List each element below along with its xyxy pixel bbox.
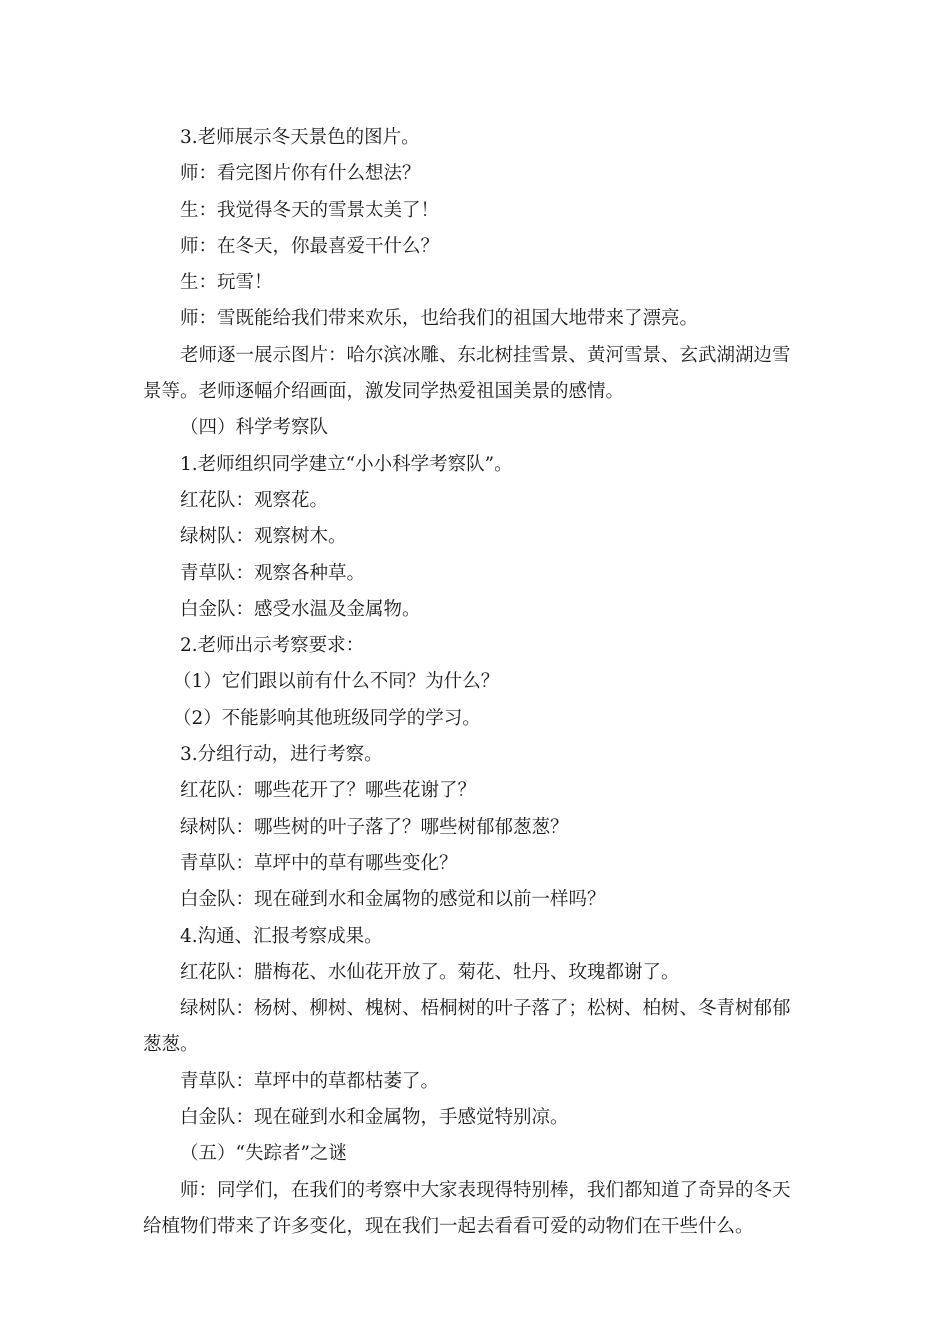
paragraph: 白金队：现在碰到水和金属物的感觉和以前一样吗？ [180,889,606,911]
paragraph: 3.分组行动，进行考察。 [180,744,383,766]
paragraph: 师：在冬天，你最喜爱干什么？ [180,235,440,257]
list-item: （1）它们跟以前有什么不同？为什么？ [173,671,500,693]
paragraph: 红花队：观察花。 [180,489,329,511]
paragraph: 师：雪既能给我们带来欢乐，也给我们的祖国大地带来了漂亮。 [180,308,699,330]
paragraph: 白金队：现在碰到水和金属物，手感觉特别凉。 [180,1107,569,1129]
paragraph: 绿树队：观察树木。 [180,526,347,548]
paragraph: 师：同学们，在我们的考察中大家表现得特别棒，我们都知道了奇异的冬天给植物们带来了许多变化，现在我们一起去看看可爱的动物们在干些什么。 [143,1179,791,1237]
document-body [143,120,808,1245]
paragraph: 生：玩雪！ [180,272,273,294]
list-item: （2）不能影响其他班级同学的学习。 [173,707,481,729]
section-heading: （五）“失踪者”之谜 [180,1143,347,1165]
paragraph: 青草队：草坪中的草都枯萎了。 [180,1070,440,1092]
paragraph: 绿树队：杨树、柳树、槐树、梧桐树的叶子落了；松树、柏树、冬青树郁郁葱葱。 [143,998,791,1056]
paragraph: 红花队：哪些花开了？哪些花谢了？ [180,780,477,802]
paragraph: 红花队：腊梅花、水仙花开放了。菊花、牡丹、玫瑰都谢了。 [180,961,680,983]
paragraph: 白金队：感受水温及金属物。 [180,598,421,620]
paragraph: 青草队：观察各种草。 [180,562,366,584]
paragraph: 1.老师组织同学建立“小小科学考察队”。 [180,453,513,475]
paragraph: 生：我觉得冬天的雪景太美了！ [180,199,440,221]
paragraph: 青草队：草坪中的草有哪些变化？ [180,852,458,874]
paragraph: 绿树队：哪些树的叶子落了？哪些树郁郁葱葱？ [180,816,569,838]
paragraph: 3.老师展示冬天景色的图片。 [180,127,420,148]
paragraph: 2.老师出示考察要求： [180,635,365,657]
paragraph: 师：看完图片你有什么想法？ [180,163,421,185]
paragraph: 4.沟通、汇报考察成果。 [180,925,383,947]
paragraph: 老师逐一展示图片：哈尔滨冰雕、东北树挂雪景、黄河雪景、玄武湖湖边雪景等。老师逐幅介绍画面，激发同学热爱祖国美景的感情。 [143,344,791,403]
section-heading: （四）科学考察队 [180,417,329,439]
